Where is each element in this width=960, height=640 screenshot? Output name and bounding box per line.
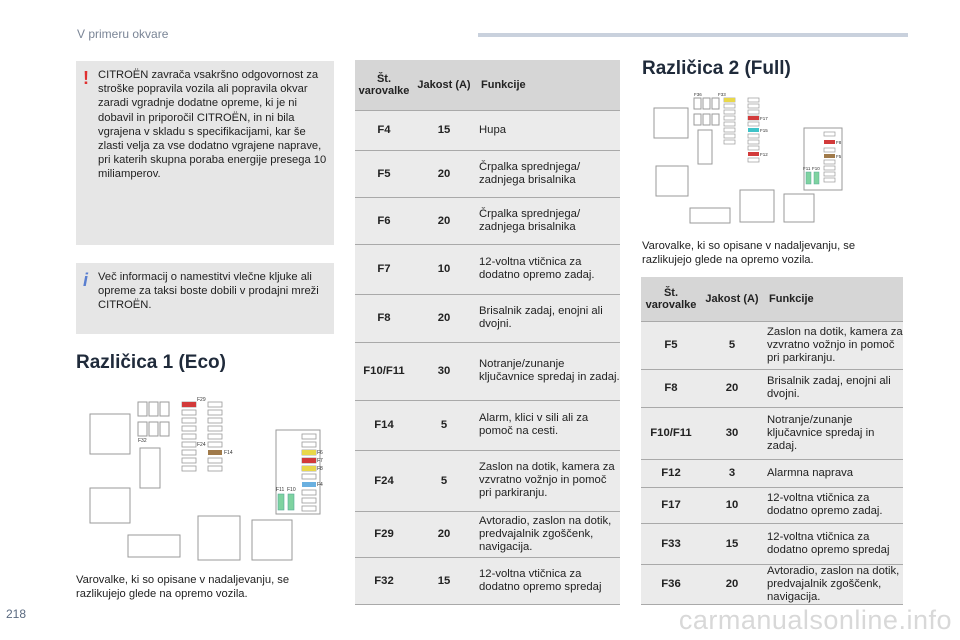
full-label-f33: F33: [718, 92, 726, 97]
eco-cell-func: Zaslon na dotik, kamera za vzvratno vožnjo in pomoč pri parkiranju.: [475, 450, 620, 511]
eco-cell-amp: 20: [413, 294, 475, 342]
full-table-row: [641, 369, 903, 407]
eco-cell-amp: 5: [413, 450, 475, 511]
eco-fuse-f11: [278, 494, 284, 510]
eco-fuse-f8: [302, 466, 316, 471]
full-cell-amp: 20: [701, 564, 763, 604]
full-cell-amp: 15: [701, 523, 763, 564]
eco-col-amp: Jakost (A): [413, 60, 475, 110]
full-table-row: [641, 321, 903, 369]
eco-table-row: [355, 244, 620, 294]
header-rule: [478, 33, 908, 37]
full-fuse-f17: [748, 116, 759, 120]
eco-label-f29: F29: [197, 397, 206, 403]
full-table-header: [641, 277, 903, 321]
info-note: [76, 263, 334, 334]
eco-table-row: [355, 342, 620, 400]
full-fusebox-diagram: [648, 90, 858, 228]
full-table-row: [641, 523, 903, 564]
eco-cell-func: Notranje/zunanje ključavnice spredaj in zadaj.: [475, 342, 620, 400]
eco-label-f14: F14: [224, 450, 233, 456]
eco-fuse-f14: [208, 450, 222, 455]
full-fuse-f15: [748, 128, 759, 132]
info-text: Več informacij o namestitvi vlečne kljuke ali opreme za taksi boste dobili v prodajni mreži CITROËN.: [98, 271, 319, 312]
eco-cell-amp: 10: [413, 244, 475, 294]
eco-cell-func: Avtoradio, zaslon na dotik, predvajalnik zgoščenk, navigacija.: [475, 511, 620, 557]
full-cell-func: Notranje/zunanje ključavnice spredaj in zadaj.: [763, 407, 903, 459]
eco-cell-amp: 15: [413, 110, 475, 150]
eco-cell-amp: 20: [413, 197, 475, 244]
full-cell-fuse: F36: [641, 564, 701, 604]
eco-fuse-f10: [288, 494, 294, 510]
eco-cell-func: Črpalka sprednjega/ zadnjega brisalnika: [475, 197, 620, 244]
full-fuse-table: [641, 277, 903, 605]
eco-label-f24: F24: [197, 442, 206, 448]
full-cell-amp: 20: [701, 369, 763, 407]
eco-cell-amp: 20: [413, 150, 475, 197]
eco-label-f6: F6: [317, 450, 323, 456]
full-cell-func: Zaslon na dotik, kamera za vzvratno vožnjo in pomoč pri parkiranju.: [763, 321, 903, 369]
eco-table-row: [355, 294, 620, 342]
eco-fuse-f6: [302, 450, 316, 455]
full-cell-func: Brisalnik zadaj, enojni ali dvojni.: [763, 369, 903, 407]
eco-label-f32: F32: [138, 438, 147, 444]
full-label-f10: F10: [812, 166, 820, 171]
full-label-f15: F15: [760, 128, 768, 133]
full-cell-fuse: F8: [641, 369, 701, 407]
eco-label-f8: F8: [317, 466, 323, 472]
full-table-row: [641, 564, 903, 604]
eco-cell-func: Hupa: [475, 110, 620, 150]
eco-table-header: [355, 60, 620, 110]
eco-label-f11: F11: [276, 487, 285, 493]
full-section-title: Različica 2 (Full): [642, 58, 791, 79]
full-label-f11: F11: [803, 166, 811, 171]
full-fuse-f5: [824, 154, 835, 158]
eco-label-f4: F4: [317, 482, 323, 488]
page-number: 218: [6, 607, 27, 621]
full-cell-amp: 30: [701, 407, 763, 459]
eco-cell-fuse: F4: [355, 110, 413, 150]
full-caption: Varovalke, ki so opisane v nadaljevanju, se razlikujejo glede na opremo vozila.: [642, 240, 856, 266]
full-table-row: [641, 487, 903, 523]
full-cell-amp: 10: [701, 487, 763, 523]
full-fuse-f10: [814, 172, 819, 184]
full-col-func: Funkcije: [763, 277, 903, 321]
eco-table-row: [355, 110, 620, 150]
eco-cell-amp: 30: [413, 342, 475, 400]
eco-cell-fuse: F24: [355, 450, 413, 511]
eco-section-title: Različica 1 (Eco): [76, 352, 226, 373]
eco-cell-func: Brisalnik zadaj, enojni ali dvojni.: [475, 294, 620, 342]
info-icon: i: [83, 270, 89, 290]
full-label-f17: F17: [760, 116, 768, 121]
header-title: V primeru okvare: [77, 27, 169, 41]
eco-table-row: [355, 150, 620, 197]
full-cell-amp: 3: [701, 459, 763, 487]
eco-cell-func: Črpalka sprednjega/ zadnjega brisalnika: [475, 150, 620, 197]
full-cell-fuse: F12: [641, 459, 701, 487]
eco-cell-amp: 20: [413, 511, 475, 557]
eco-cell-fuse: F10/F11: [355, 342, 413, 400]
eco-cell-fuse: F14: [355, 400, 413, 450]
full-label-f5: F5: [836, 154, 842, 159]
eco-col-fuse: Št. varovalke: [355, 60, 413, 110]
eco-table-row: [355, 511, 620, 557]
eco-cell-amp: 15: [413, 557, 475, 604]
eco-cell-fuse: F29: [355, 511, 413, 557]
full-cell-fuse: F33: [641, 523, 701, 564]
warning-text: CITROËN zavrača vsakršno odgovornost za stroške popravila vozila ali popravila okvar zaradi vgradnje dodatne opreme, ki je ni dobavil in priporočil CITROËN, in ni bila vgrajena v skladu s specifikacijami, kar še zlasti velja za vse dodatno vgrajene naprave, pri katerih skupna poraba energije presega 10 miliamperov.: [98, 69, 327, 181]
eco-cell-fuse: F32: [355, 557, 413, 604]
eco-fuse-table: [355, 60, 620, 605]
full-col-amp: Jakost (A): [701, 277, 763, 321]
full-table-row: [641, 459, 903, 487]
full-cell-func: Alarmna naprava: [763, 459, 903, 487]
full-fuse-f12: [748, 152, 759, 156]
eco-fuse-f4: [302, 482, 316, 487]
full-label-f12: F12: [760, 152, 768, 157]
full-cell-fuse: F10/F11: [641, 407, 701, 459]
eco-fusebox-diagram: [86, 390, 326, 568]
full-fuse-f33: [724, 98, 735, 102]
eco-table-row: [355, 450, 620, 511]
eco-table-row: [355, 197, 620, 244]
eco-cell-fuse: F7: [355, 244, 413, 294]
warning-icon: !: [83, 68, 89, 88]
warning-note: [76, 61, 334, 245]
full-label-f8: F8: [836, 140, 842, 145]
full-cell-func: Avtoradio, zaslon na dotik, predvajalnik zgoščenk, navigacija.: [763, 564, 903, 604]
eco-caption: Varovalke, ki so opisane v nadaljevanju, se razlikujejo glede na opremo vozila.: [76, 574, 290, 600]
eco-cell-func: Alarm, klici v sili ali za pomoč na cesti.: [475, 400, 620, 450]
full-cell-func: 12-voltna vtičnica za dodatno opremo zadaj.: [763, 487, 903, 523]
full-cell-amp: 5: [701, 321, 763, 369]
full-table-row: [641, 407, 903, 459]
eco-label-f10: F10: [287, 487, 296, 493]
eco-cell-func: 12-voltna vtičnica za dodatno opremo zadaj.: [475, 244, 620, 294]
full-col-fuse: Št. varovalke: [641, 277, 701, 321]
eco-cell-fuse: F5: [355, 150, 413, 197]
full-fuse-f11: [806, 172, 811, 184]
full-label-f36: F36: [694, 92, 702, 97]
eco-cell-fuse: F6: [355, 197, 413, 244]
eco-fuse-f29: [182, 402, 196, 407]
eco-cell-fuse: F8: [355, 294, 413, 342]
eco-cell-func: 12-voltna vtičnica za dodatno opremo spredaj: [475, 557, 620, 604]
full-cell-fuse: F5: [641, 321, 701, 369]
full-cell-fuse: F17: [641, 487, 701, 523]
full-cell-func: 12-voltna vtičnica za dodatno opremo spredaj: [763, 523, 903, 564]
watermark: carmanualsonline.info: [678, 605, 952, 635]
eco-table-row: [355, 557, 620, 604]
eco-table-row: [355, 400, 620, 450]
eco-fuse-f7: [302, 458, 316, 463]
eco-label-f7: F7: [317, 458, 323, 464]
eco-col-func: Funkcije: [475, 60, 620, 110]
full-fuse-f8: [824, 140, 835, 144]
eco-cell-amp: 5: [413, 400, 475, 450]
